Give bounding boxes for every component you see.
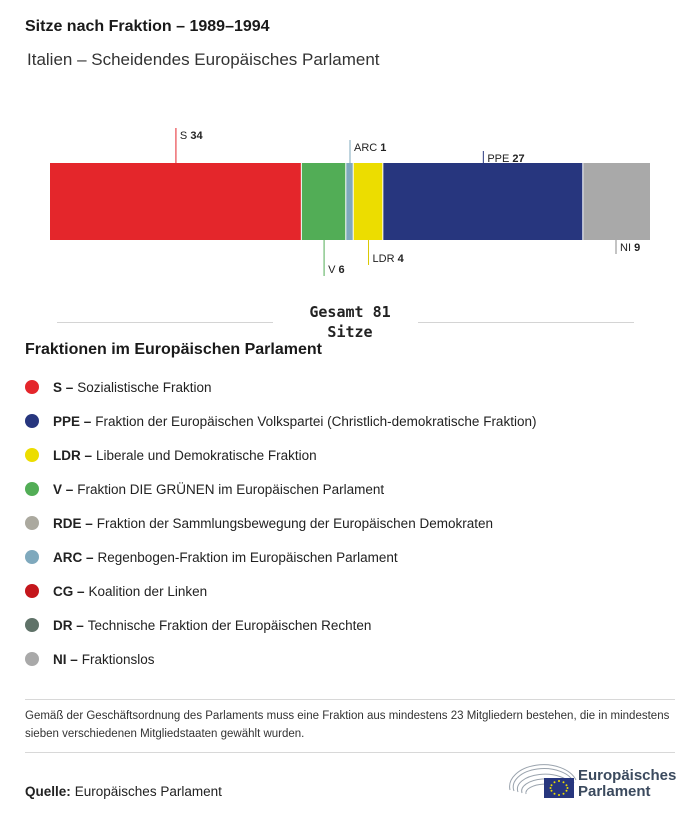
total-seats-line2: Sitze	[327, 323, 373, 341]
bar-ni	[583, 163, 650, 240]
legend-abbr: PPE –	[53, 413, 92, 429]
legend-item	[25, 540, 536, 574]
logo-wordmark	[578, 768, 676, 800]
bar-ppe	[383, 163, 582, 240]
legend-abbr: DR –	[53, 617, 84, 633]
legend-text: Fraktion der Sammlungsbewegung der Europäischen Demokraten	[96, 515, 493, 531]
legend-item	[25, 642, 536, 676]
legend-text: Sozialistische Fraktion	[77, 379, 212, 395]
bar-s	[50, 163, 301, 240]
legend-item	[25, 472, 536, 506]
legend-dot-icon	[25, 414, 39, 428]
legend-text: Fraktionslos	[81, 651, 155, 667]
data-label-arc: ARC 1	[354, 142, 387, 154]
legend-dot-icon	[25, 516, 39, 530]
logo-line2: Parlament	[578, 783, 651, 800]
legend-abbr: S –	[53, 379, 74, 395]
bar-v	[302, 163, 345, 240]
legend-item	[25, 404, 536, 438]
legend-dot-icon	[25, 618, 39, 632]
legend-dot-icon	[25, 482, 39, 496]
data-label-v: V 6	[328, 264, 345, 276]
legend-text: Fraktion DIE GRÜNEN im Europäischen Parlament	[77, 481, 385, 497]
legend-text: Liberale und Demokratische Fraktion	[96, 447, 317, 463]
divider-bottom	[25, 752, 675, 753]
legend-text: Regenbogen-Fraktion im Europäischen Parlament	[97, 549, 398, 565]
legend-text: Koalition der Linken	[88, 583, 208, 599]
legend-abbr: NI –	[53, 651, 78, 667]
total-seats	[0, 302, 700, 342]
data-label-ldr: LDR 4	[372, 253, 404, 265]
legend-abbr: V –	[53, 481, 74, 497]
legend-dot-icon	[25, 448, 39, 462]
legend-item	[25, 608, 536, 642]
source-label: Quelle:	[25, 784, 71, 799]
divider-top	[25, 699, 675, 700]
legend-dot-icon	[25, 584, 39, 598]
bar-arc	[346, 163, 352, 240]
data-label-s: S 34	[179, 130, 203, 142]
bar-ldr	[354, 163, 383, 240]
legend-dot-icon	[25, 380, 39, 394]
legend-item	[25, 506, 536, 540]
legend-item	[25, 574, 536, 608]
legend-abbr: ARC –	[53, 549, 94, 565]
legend-dot-icon	[25, 652, 39, 666]
legend-abbr: LDR –	[53, 447, 93, 463]
legend-text: Fraktion der Europäischen Volkspartei (Christlich-demokratische Fraktion)	[95, 413, 537, 429]
source-text: Europäisches Parlament	[74, 784, 222, 799]
source	[25, 784, 222, 799]
stacked-bar-chart	[0, 110, 700, 285]
logo-line1: Europäisches	[578, 767, 677, 784]
legend-item	[25, 370, 536, 404]
data-label-ni: NI 9	[620, 242, 641, 254]
chart-title: Sitze nach Fraktion – 1989–1994	[25, 18, 270, 35]
legend-dot-icon	[25, 550, 39, 564]
chart-subtitle: Italien – Scheidendes Europäisches Parlament	[27, 50, 380, 69]
legend-text: Technische Fraktion der Europäischen Rechten	[87, 617, 372, 633]
footnote: Gemäß der Geschäftsordnung des Parlaments muss eine Fraktion aus mindestens 23 Mitgliedern bestehen, die in mindestens sieben verschiedenen Mitgliedstaaten gewählt wurden.	[25, 710, 670, 740]
data-label-ppe: PPE 27	[487, 153, 525, 165]
legend-title: Fraktionen im Europäischen Parlament	[25, 341, 322, 358]
total-seats-line1: Gesamt 81	[309, 303, 391, 321]
legend-abbr: RDE –	[53, 515, 93, 531]
legend	[25, 370, 536, 676]
legend-item	[25, 438, 536, 472]
legend-abbr: CG –	[53, 583, 85, 599]
